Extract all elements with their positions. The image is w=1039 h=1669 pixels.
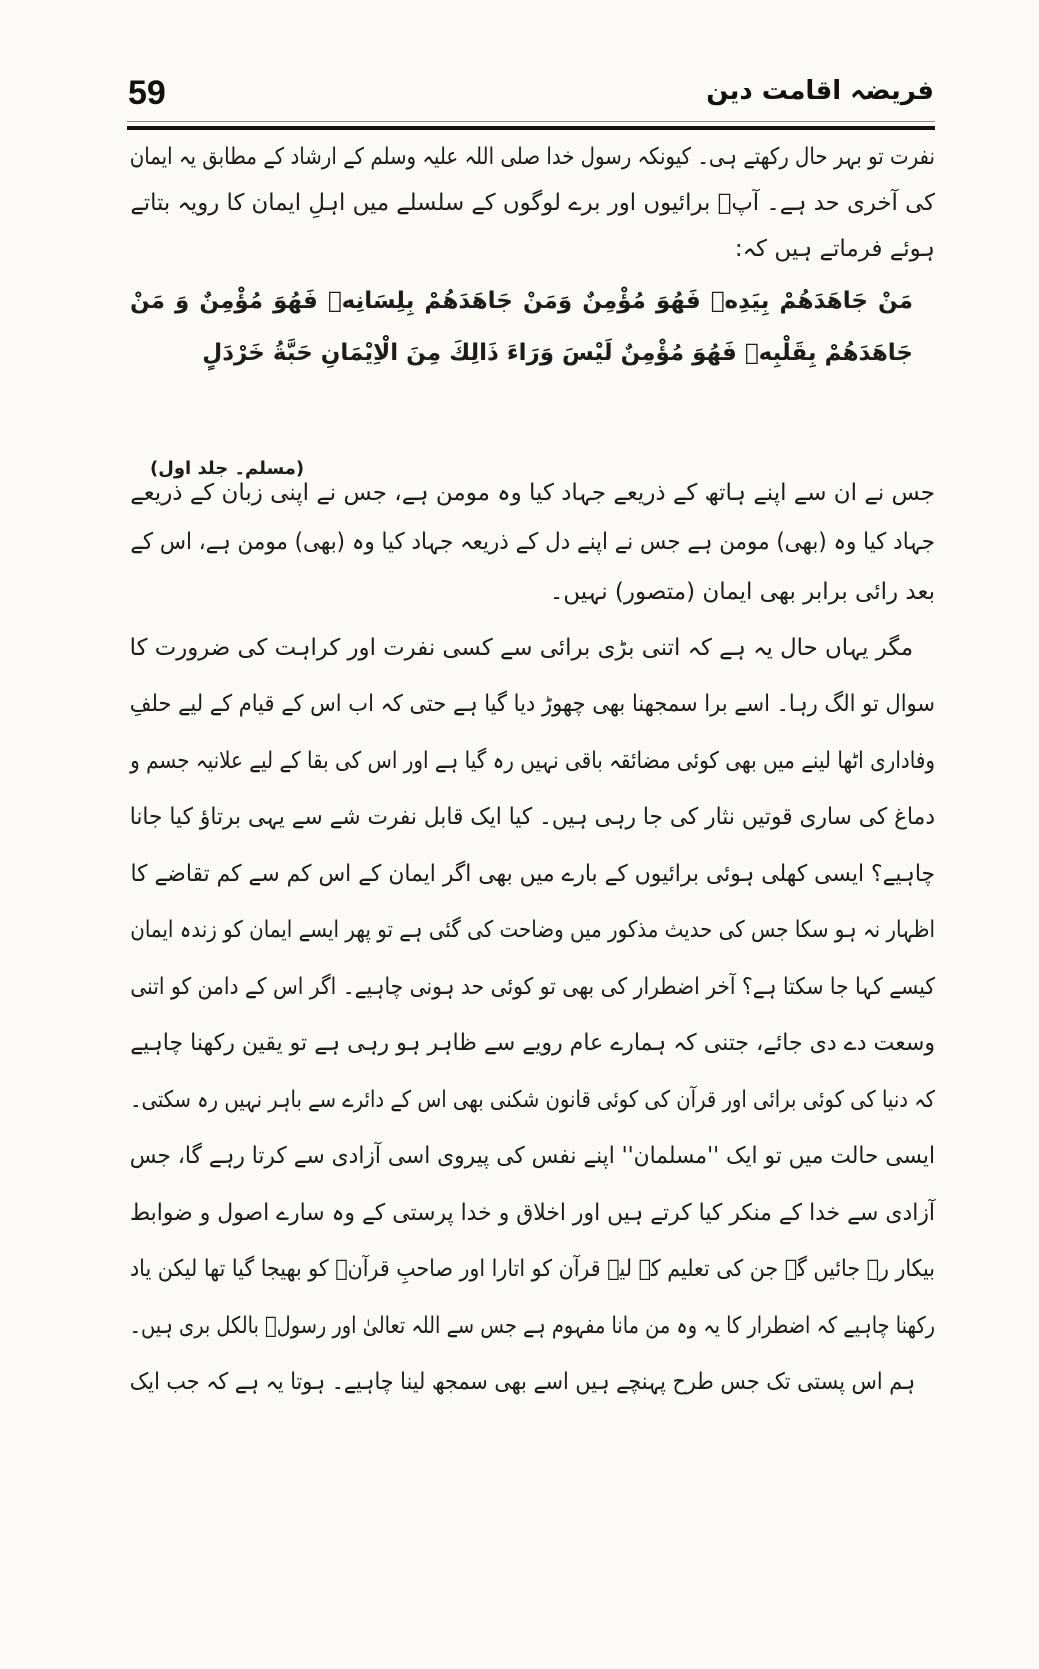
page-number: 59 <box>128 74 166 112</box>
body-line: کیسے کہا جا سکتا ہے؟ آخر اضطرار کی بھی تو کوئی حد ہونی چاہیے۔ اگر اس کے دامن کو اتنی <box>130 974 936 1000</box>
body-line: اظہار نہ ہو سکا جس کی حدیث مذکور میں وضاحت کی گئی ہے تو پھر ایسے ایمان کو زندہ ایمان <box>130 917 936 943</box>
body-line: وفاداری اٹھا لینے میں بھی کوئی مضائقہ باقی نہیں رہ گیا ہے اور اس کی بقا کے لیے علانیہ جسم و <box>130 748 935 774</box>
header-rule-thin <box>127 121 935 122</box>
translation-line: جہاد کیا وہ (بھی) مومن ہے جس نے اپنے دل کے ذریعہ جہاد کیا وہ (بھی) مومن ہے، اس کے <box>130 529 936 555</box>
body-line: آزادی سے خدا کے منکر کیا کرتے ہیں اور اخلاق و خدا پرستی کے وہ سارے اصول و ضوابط <box>129 1200 935 1226</box>
text-line: کی آخری حد ہے۔ آپؐ برائیوں اور برے لوگوں کے سلسلے میں اہلِ ایمان کا رویہ بتاتے <box>130 190 936 216</box>
body-line: سوال تو الگ رہا۔ اسے برا سمجھنا بھی چھوڑ دیا گیا ہے حتی کہ اب اس کے قیام کے لیے حلفِ <box>129 691 935 717</box>
body-line: بیکار رہ جائیں گے جن کی تعلیم کے لیے قرآن کو اتارا اور صاحبِ قرآنؐ کو بھیجا گیا تھا لیکن یاد <box>130 1256 936 1282</box>
hadith-line: مَنْ جَاهَدَهُمْ بِيَدِهٖ فَهُوَ مُؤْمِنٌ وَمَنْ جَاهَدَهُمْ بِلِسَانِهٖ فَهُوَ مُؤْمِنٌ وَ مَنْ <box>130 288 913 314</box>
body-line: دماغ کی ساری قوتیں نثار کی جا رہی ہیں۔ کیا ایک قابل نفرت شے سے یہی برتاؤ کیا جانا <box>129 804 935 830</box>
text-line: نفرت تو بہر حال رکھتے ہی۔ کیونکہ رسول خدا صلی اللہ علیہ وسلم کے ارشاد کے مطابق یہ ایمان <box>129 144 936 170</box>
body-line: وسعت دے دی جائے، جتنی کہ ہمارے عام رویے سے ظاہر ہو رہی ہے تو یقین رکھنا چاہیے <box>130 1030 935 1056</box>
body-line: چاہیے؟ ایسی کھلی ہوئی برائیوں کے بارے میں بھی اگر ایمان کے اس کم سے کم تقاضے کا <box>130 861 935 887</box>
hadith-reference: (مسلم۔ جلد اول) <box>150 458 305 479</box>
body-line: ایسی حالت میں تو ایک ''مسلمان'' اپنے نفس کی پیروی اسی آزادی سے کرتا رہے گا، جس <box>129 1143 936 1169</box>
hadith-line: جَاهَدَهُمْ بِقَلْبِهٖ فَهُوَ مُؤْمِنٌ لَيْسَ وَرَاءَ ذَالِكَ مِنَ الْاِيْمَانِ حَبَّةُ خَرْدَلٍ <box>202 340 913 366</box>
body-line: رکھنا چاہیے کہ اضطرار کا یہ وہ من مانا مفہوم ہے جس سے اللہ تعالیٰ اور رسولؐ بالکل بری ہیں۔ <box>129 1313 935 1339</box>
translation-line: بعد رائی برابر بھی ایمان (متصور) نہیں۔ <box>549 579 935 605</box>
translation-line: جس نے ان سے اپنے ہاتھ کے ذریعے جہاد کیا وہ مومن ہے، جس نے اپنی زبان کے ذریعے <box>130 480 935 506</box>
body-line: مگر یہاں حال یہ ہے کہ اتنی بڑی برائی سے کسی نفرت اور کراہت کی ضرورت کا <box>129 635 914 661</box>
body-line: ہم اس پستی تک جس طرح پہنچے ہیں اسے بھی سمجھ لینا چاہیے۔ ہوتا یہ ہے کہ جب ایک <box>129 1369 916 1395</box>
body-line: کہ دنیا کی کوئی برائی اور قرآن کی کوئی قانون شکنی بھی اس کے دائرے سے باہر نہیں رہ سکتی۔ <box>130 1087 935 1113</box>
text-line: ہوئے فرماتے ہیں کہ: <box>734 236 935 262</box>
header-rule <box>127 126 935 130</box>
running-title: فریضہ اقامت دین <box>706 76 934 106</box>
